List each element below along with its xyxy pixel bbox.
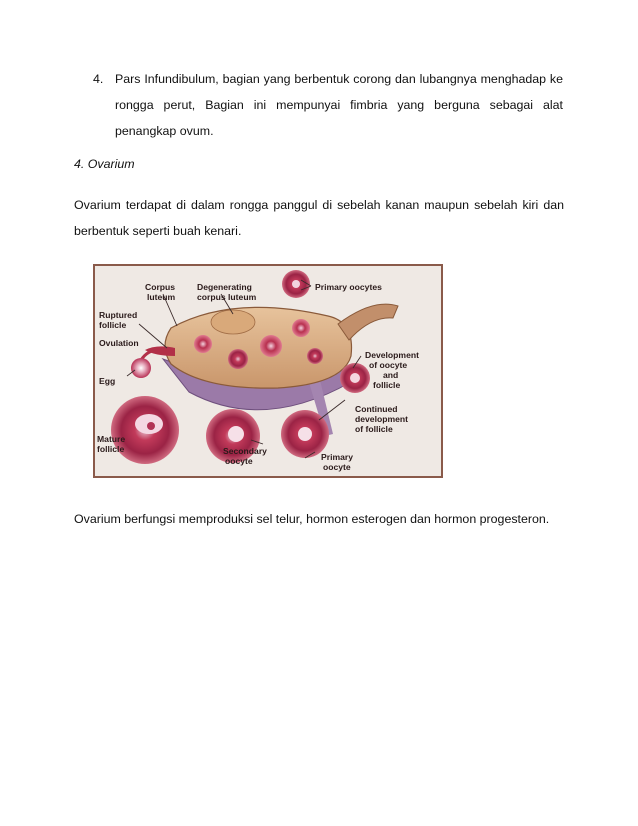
label-degenerating: Degenerating: [197, 282, 252, 292]
oocyte-nucleus: [228, 426, 244, 442]
ovary-diagram-svg: [93, 264, 443, 478]
oocyte-nucleus: [292, 280, 300, 288]
follicle-inner: [307, 348, 323, 364]
label-ovulation: Ovulation: [99, 338, 139, 348]
ovary-diagram: [93, 264, 443, 478]
ovary-body: [165, 307, 352, 388]
oocyte-nucleus: [298, 427, 312, 441]
label-ruptured: Ruptured: [99, 310, 138, 320]
egg-cell: [131, 358, 151, 378]
follicle-inner: [260, 335, 282, 357]
label-primary-oocytes: Primary oocytes: [315, 282, 382, 292]
label-secondary-oocyte: oocyte: [225, 456, 253, 466]
label-primary: Primary: [321, 452, 354, 462]
label-primary-oocyte: oocyte: [323, 462, 351, 472]
label-secondary: Secondary: [223, 446, 267, 456]
list-item-text: Pars Infundibulum, bagian yang berbentuk corong dan lubangnya menghadap ke rongga perut, Bagian ini mempunyai fimbria yang berguna sebagai alat penangkap ovum.: [115, 72, 563, 138]
label-and: and: [383, 370, 399, 380]
oocyte-nucleus: [350, 373, 360, 383]
label-of-follicle: of follicle: [355, 424, 393, 434]
label-development: Development: [365, 350, 419, 360]
follicle-inner: [194, 335, 212, 353]
paragraph-ovarium-function: Ovarium berfungsi memproduksi sel telur, hormon esterogen dan hormon progesteron.: [74, 512, 550, 526]
follicle-inner: [228, 349, 248, 369]
label-dev-follicle: follicle: [373, 380, 401, 390]
label-degenerating-corpus: corpus luteum: [197, 292, 257, 302]
paragraph-ovarium-location: Ovarium terdapat di dalam rongga panggul di sebelah kanan maupun sebelah kiri dan berbentuk seperti buah kenari.: [74, 198, 564, 238]
label-mature-follicle: follicle: [97, 444, 125, 454]
label-luteum: luteum: [147, 292, 176, 302]
label-corpus: Corpus: [145, 282, 176, 292]
section-heading: 4. Ovarium: [74, 157, 135, 171]
label-follicle: follicle: [99, 320, 127, 330]
label-development-2: development: [355, 414, 409, 424]
list-item-pars-infundibulum: [93, 66, 563, 144]
follicle-inner: [292, 319, 310, 337]
list-number: 4.: [93, 72, 104, 86]
label-egg: Egg: [99, 376, 116, 386]
label-continued: Continued: [355, 404, 398, 414]
label-mature: Mature: [97, 434, 126, 444]
oocyte-nucleus: [147, 422, 155, 430]
label-of-oocyte: of oocyte: [369, 360, 408, 370]
